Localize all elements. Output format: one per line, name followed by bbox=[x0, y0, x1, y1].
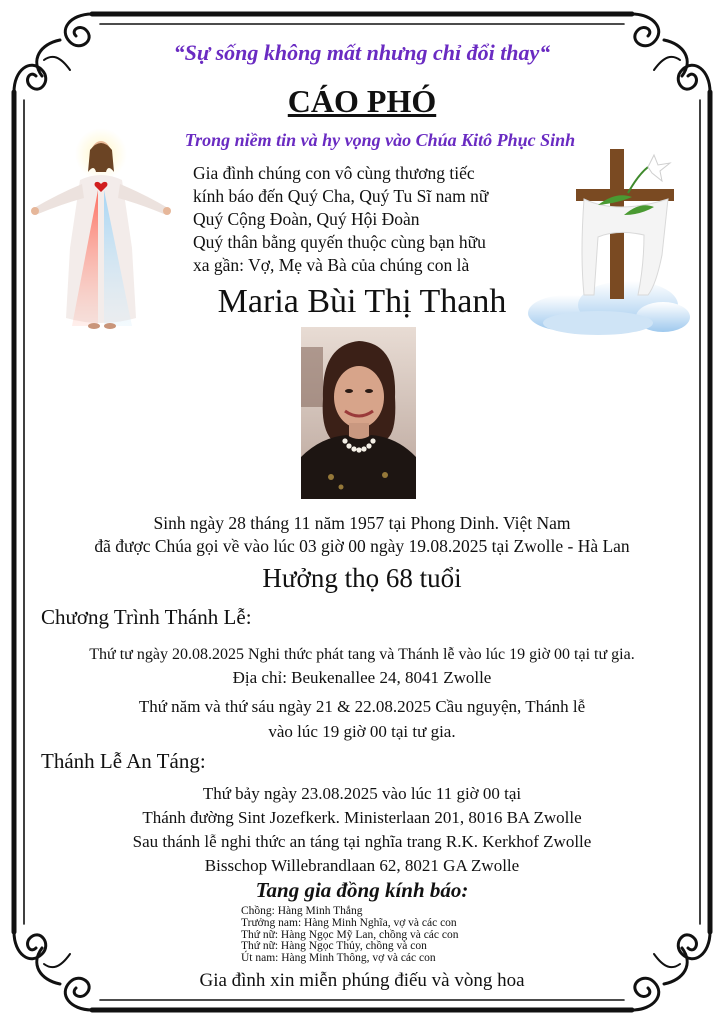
life-dates bbox=[0, 512, 724, 558]
birth-line: Sinh ngày 28 tháng 11 năm 1957 tại Phong Dinh. Việt Nam bbox=[153, 513, 571, 533]
intro-line: kính báo đến Quý Cha, Quý Tu Sĩ nam nữ bbox=[193, 186, 489, 206]
intro-line: xa gần: Vợ, Mẹ và Bà của chúng con là bbox=[193, 255, 470, 275]
family-member: Út nam: Hàng Minh Thông, vợ và các con bbox=[241, 952, 436, 965]
mass-program-line: vào lúc 19 giờ 00 tại tư gia. bbox=[268, 722, 456, 741]
age-at-death: Hưởng thọ 68 tuổi bbox=[262, 563, 462, 593]
family-members-list bbox=[241, 906, 458, 965]
deceased-name: Maria Bùi Thị Thanh bbox=[217, 283, 507, 320]
family-member: Thứ nữ: Hàng Ngọc Thủy, chồng và con bbox=[241, 940, 427, 953]
mass-program-prayers bbox=[0, 694, 724, 744]
mass-program-line: Thứ tư ngày 20.08.2025 Nghi thức phát tang và Thánh lễ vào lúc 19 giờ 00 tại tư gia. bbox=[89, 646, 635, 663]
family-member: Chồng: Hàng Minh Thắng bbox=[241, 905, 363, 917]
notice-title: CÁO PHÓ bbox=[287, 83, 437, 119]
intro-line: Quý thân bằng quyến thuộc cùng bạn hữu bbox=[193, 232, 486, 252]
funeral-line: Thánh đường Sint Jozefkerk. Ministerlaan 201, 8016 BA Zwolle bbox=[142, 808, 582, 827]
closing-request: Gia đình xin miễn phúng điếu và vòng hoa bbox=[199, 970, 525, 991]
funeral-line: Thứ bảy ngày 23.08.2025 vào lúc 11 giờ 00 tại bbox=[202, 784, 522, 803]
family-member: Thứ nữ: Hàng Ngọc Mỹ Lan, chồng và các con bbox=[241, 928, 459, 941]
intro-line: Quý Cộng Đoàn, Quý Hội Đoàn bbox=[193, 209, 420, 229]
epigraph-quote: “Sự sống không mất nhưng chỉ đổi thay“ bbox=[173, 40, 551, 65]
funeral-details bbox=[0, 782, 724, 878]
mass-program-line: Thứ năm và thứ sáu ngày 21 & 22.08.2025 Cầu nguyện, Thánh lễ bbox=[138, 697, 586, 716]
intro-line: Gia đình chúng con vô cùng thương tiếc bbox=[193, 163, 475, 183]
family-member: Trưởng nam: Hàng Minh Nghĩa, vợ và các con bbox=[241, 916, 457, 929]
funeral-line: Bisschop Willebrandlaan 62, 8021 GA Zwolle bbox=[204, 856, 520, 875]
deceased-portrait-photo bbox=[301, 327, 416, 499]
funeral-line: Sau thánh lễ nghi thức an táng tại nghĩa trang R.K. Kerkhof Zwolle bbox=[132, 832, 592, 851]
announcement-intro bbox=[193, 162, 488, 277]
mass-program-heading: Chương Trình Thánh Lễ: bbox=[41, 605, 252, 629]
funeral-mass-heading: Thánh Lễ An Táng: bbox=[41, 749, 206, 773]
death-line: đã được Chúa gọi về vào lúc 03 giờ 00 ngày 19.08.2025 tại Zwolle - Hà Lan bbox=[94, 536, 630, 556]
family-signature-heading: Tang gia đồng kính báo: bbox=[255, 878, 469, 902]
mass-program-address: Địa chỉ: Beukenallee 24, 8041 Zwolle bbox=[232, 668, 492, 687]
faith-tagline: Trong niềm tin và hy vọng vào Chúa Kitô Phục Sinh bbox=[184, 130, 576, 150]
